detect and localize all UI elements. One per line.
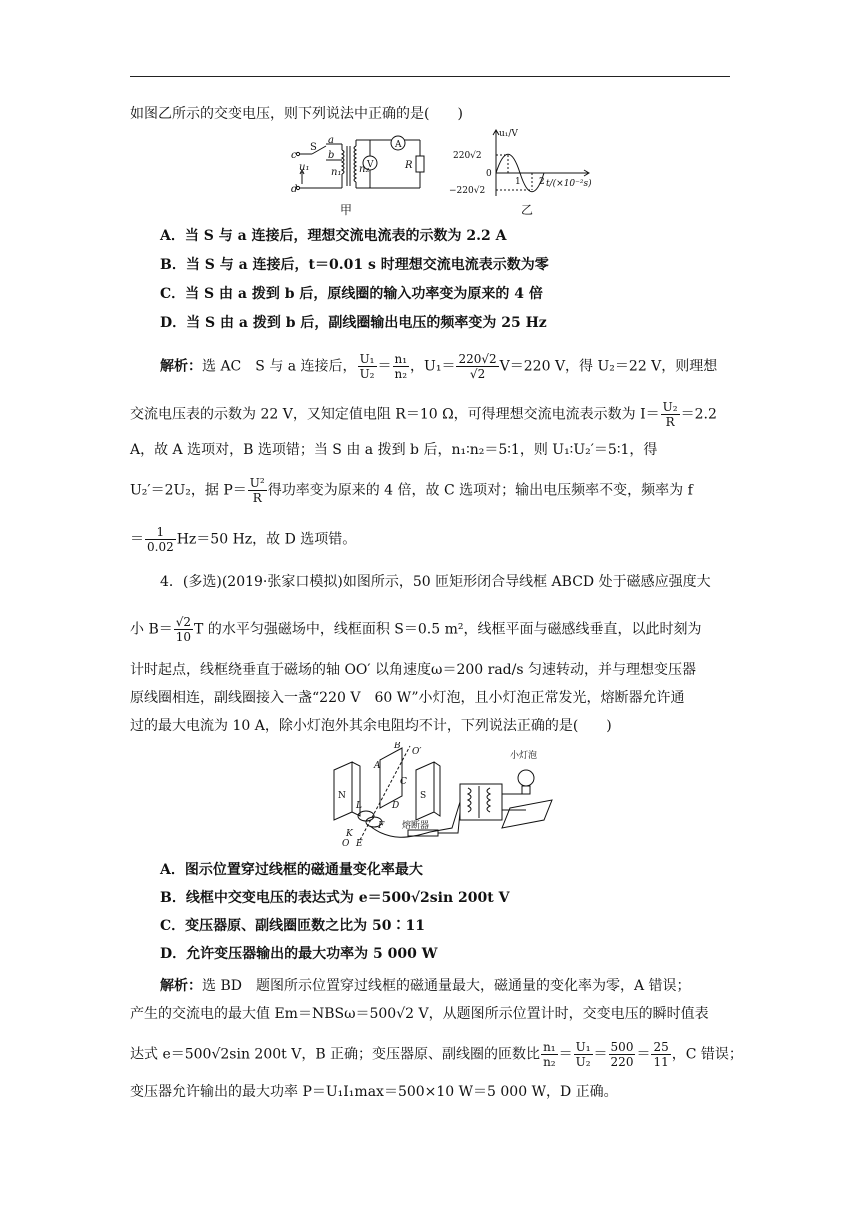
svg-text:−220√2: −220√2 <box>449 186 486 196</box>
svg-text:C: C <box>400 777 407 787</box>
svg-text:S: S <box>310 142 317 153</box>
svg-text:小灯泡: 小灯泡 <box>510 751 538 761</box>
q3-analysis-line-4: U₂′＝2U₂，据 P＝ $\frac{\text{U²}}{R}$ 得功率变为原来的 4 倍，故 C 选项对；输出电压频率不变，频率为 f <box>130 476 693 505</box>
svg-text:O′: O′ <box>412 747 422 757</box>
q3-option-c: C．当 S 由 a 拨到 b 后，原线圈的输入功率变为原来的 4 倍 <box>160 286 543 302</box>
header-rule <box>130 76 730 77</box>
voltage-waveform-figure <box>448 126 603 198</box>
svg-text:O: O <box>342 839 350 849</box>
svg-text:a: a <box>328 135 334 146</box>
fig-jia-caption: 甲 <box>340 203 353 217</box>
svg-text:K: K <box>346 829 353 839</box>
svg-text:V: V <box>367 160 374 170</box>
q4-stem-line-4: 原线圈相连，副线圈接入一盏“220 V 60 W”小灯泡，且小灯泡正常发光，熔断器允许通 <box>130 690 685 706</box>
fraction: $\frac{1}{0.02}$ <box>147 525 174 554</box>
fraction: $\frac{\text{U²}}{R}$ <box>249 476 265 505</box>
svg-text:u₁/V: u₁/V <box>499 129 518 139</box>
analysis-label: 解析： <box>160 978 202 994</box>
svg-text:n₂: n₂ <box>359 164 370 175</box>
q3-analysis-line-2: 交流电压表的示数为 22 V，又知定值电阻 R＝10 Ω，可得理想交流电流表示数为 I＝ $\frac{\text{U₂}}{R}$ ＝2.2 <box>130 400 717 429</box>
q4-option-d: D．允许变压器输出的最大功率为 5 000 W <box>160 946 438 962</box>
fraction: $\frac{\text{U₁}}{\text{U₂}}$ <box>575 1040 591 1069</box>
svg-text:t/(×10⁻²s): t/(×10⁻²s) <box>546 179 592 189</box>
q3-analysis-line-5: ＝ $\frac{1}{0.02}$ Hz＝50 Hz，故 D 选项错。 <box>130 525 357 554</box>
q3-option-b: B．当 S 与 a 连接后，t＝0.01 s 时理想交流电流表示数为零 <box>160 257 549 273</box>
q4-analysis-line-3: 达式 e＝500√2sin 200t V，B 正确；变压器原、副线圈的匝数比 $\frac{\text{n₁}}{\text{n₂}}$ ＝ $\frac{\text{U₁}}{\text{U₂}}$ ＝ $\frac{500}{220}$ ＝ $\frac{25}{11}$ ，C 错误； <box>130 1040 743 1069</box>
svg-text:d: d <box>291 184 298 194</box>
svg-text:b: b <box>328 150 335 161</box>
q4-stem-line-3: 计时起点，线框绕垂直于磁场的轴 OO′ 以角速度ω＝200 rad/s 匀速转动，并与理想变压器 <box>130 662 696 678</box>
svg-text:u₁: u₁ <box>299 162 310 173</box>
fraction: $\frac{\text{U₁}}{\text{U₂}}$ <box>359 352 375 381</box>
fraction: $\frac{220√2}{√2}$ <box>458 352 497 381</box>
fraction: $\frac{25}{11}$ <box>653 1040 669 1069</box>
q3-stem: 如图乙所示的交变电压，则下列说法中正确的是( ) <box>130 106 463 122</box>
q4-analysis-line-1: 解析：选 BD 题图所示位置穿过线框的磁通量最大，磁通量的变化率为零，A 错误； <box>160 978 691 994</box>
svg-text:L: L <box>356 801 362 811</box>
fraction: $\frac{\text{U₂}}{R}$ <box>662 400 678 429</box>
svg-text:F: F <box>378 821 385 831</box>
q4-option-b: B．线框中交变电压的表达式为 e＝500√2sin 200t V <box>160 890 510 906</box>
fig-yi-caption: 乙 <box>521 203 534 217</box>
svg-text:D: D <box>392 801 400 811</box>
svg-text:A: A <box>374 761 381 771</box>
svg-text:0: 0 <box>486 169 492 179</box>
svg-text:E: E <box>356 839 363 849</box>
svg-text:B: B <box>394 742 401 751</box>
q3-option-a: A．当 S 与 a 连接后，理想交流电流表的示数为 2.2 A <box>160 228 507 244</box>
analysis-label: 解析： <box>160 358 202 375</box>
svg-text:2: 2 <box>539 177 545 187</box>
q4-option-a: A．图示位置穿过线框的磁通量变化率最大 <box>160 862 423 878</box>
q3-option-d: D．当 S 由 a 拨到 b 后，副线圈输出电压的频率变为 25 Hz <box>160 315 547 331</box>
transformer-circuit-figure <box>290 132 435 194</box>
q4-stem-line-1: 4．(多选)(2019·张家口模拟)如图所示，50 匝矩形闭合导线框 ABCD 处于磁感应强度大 <box>160 574 711 590</box>
q3-analysis-line-3: A，故 A 选项对，B 选项错；当 S 由 a 拨到 b 后，n₁∶n₂＝5∶1，则 U₁∶U₂′＝5∶1，得 <box>130 442 658 458</box>
q4-stem-line-2: 小 B＝ $\frac{√2}{10}$ T 的水平匀强磁场中，线框面积 S＝0.5 m²，线框平面与磁感线垂直，以此时刻为 <box>130 615 702 644</box>
svg-text:A: A <box>395 140 402 150</box>
q4-analysis-line-2: 产生的交流电的最大值 Em＝NBSω＝500√2 V，从题图所示位置计时，交变电压的瞬时值表 <box>130 1006 709 1022</box>
svg-text:R: R <box>405 160 413 171</box>
q4-analysis-line-4: 变压器允许输出的最大功率 P＝U₁I₁max＝500×10 W＝5 000 W，D 正确。 <box>130 1084 618 1100</box>
svg-text:c: c <box>291 150 297 161</box>
svg-text:220√2: 220√2 <box>453 151 482 161</box>
fraction: $\frac{\text{n₁}}{\text{n₂}}$ <box>394 352 408 381</box>
svg-text:S: S <box>420 791 427 801</box>
q4-stem-line-5: 过的最大电流为 10 A，除小灯泡外其余电阻均不计，下列说法正确的是( ) <box>130 718 612 734</box>
svg-text:n₁: n₁ <box>331 167 342 178</box>
generator-transformer-figure <box>330 742 555 850</box>
q4-option-c: C．变压器原、副线圈匝数之比为 50∶11 <box>160 918 425 934</box>
svg-text:熔断器: 熔断器 <box>402 821 430 831</box>
svg-text:1: 1 <box>515 177 521 187</box>
fraction: $\frac{500}{220}$ <box>610 1040 634 1069</box>
q3-analysis-line-1: 解析：选 AC S 与 a 连接后， $\frac{\text{U₁}}{\text{U₂}}$ ＝ $\frac{\text{n₁}}{\text{n₂}}$ ，U₁＝ $\frac{220√2}{√2}$ V＝220 V，得 U₂＝22 V，则理想 <box>160 352 718 381</box>
fraction: $\frac{√2}{10}$ <box>175 615 192 644</box>
fraction: $\frac{\text{n₁}}{\text{n₂}}$ <box>543 1040 556 1069</box>
svg-text:N: N <box>338 791 346 801</box>
